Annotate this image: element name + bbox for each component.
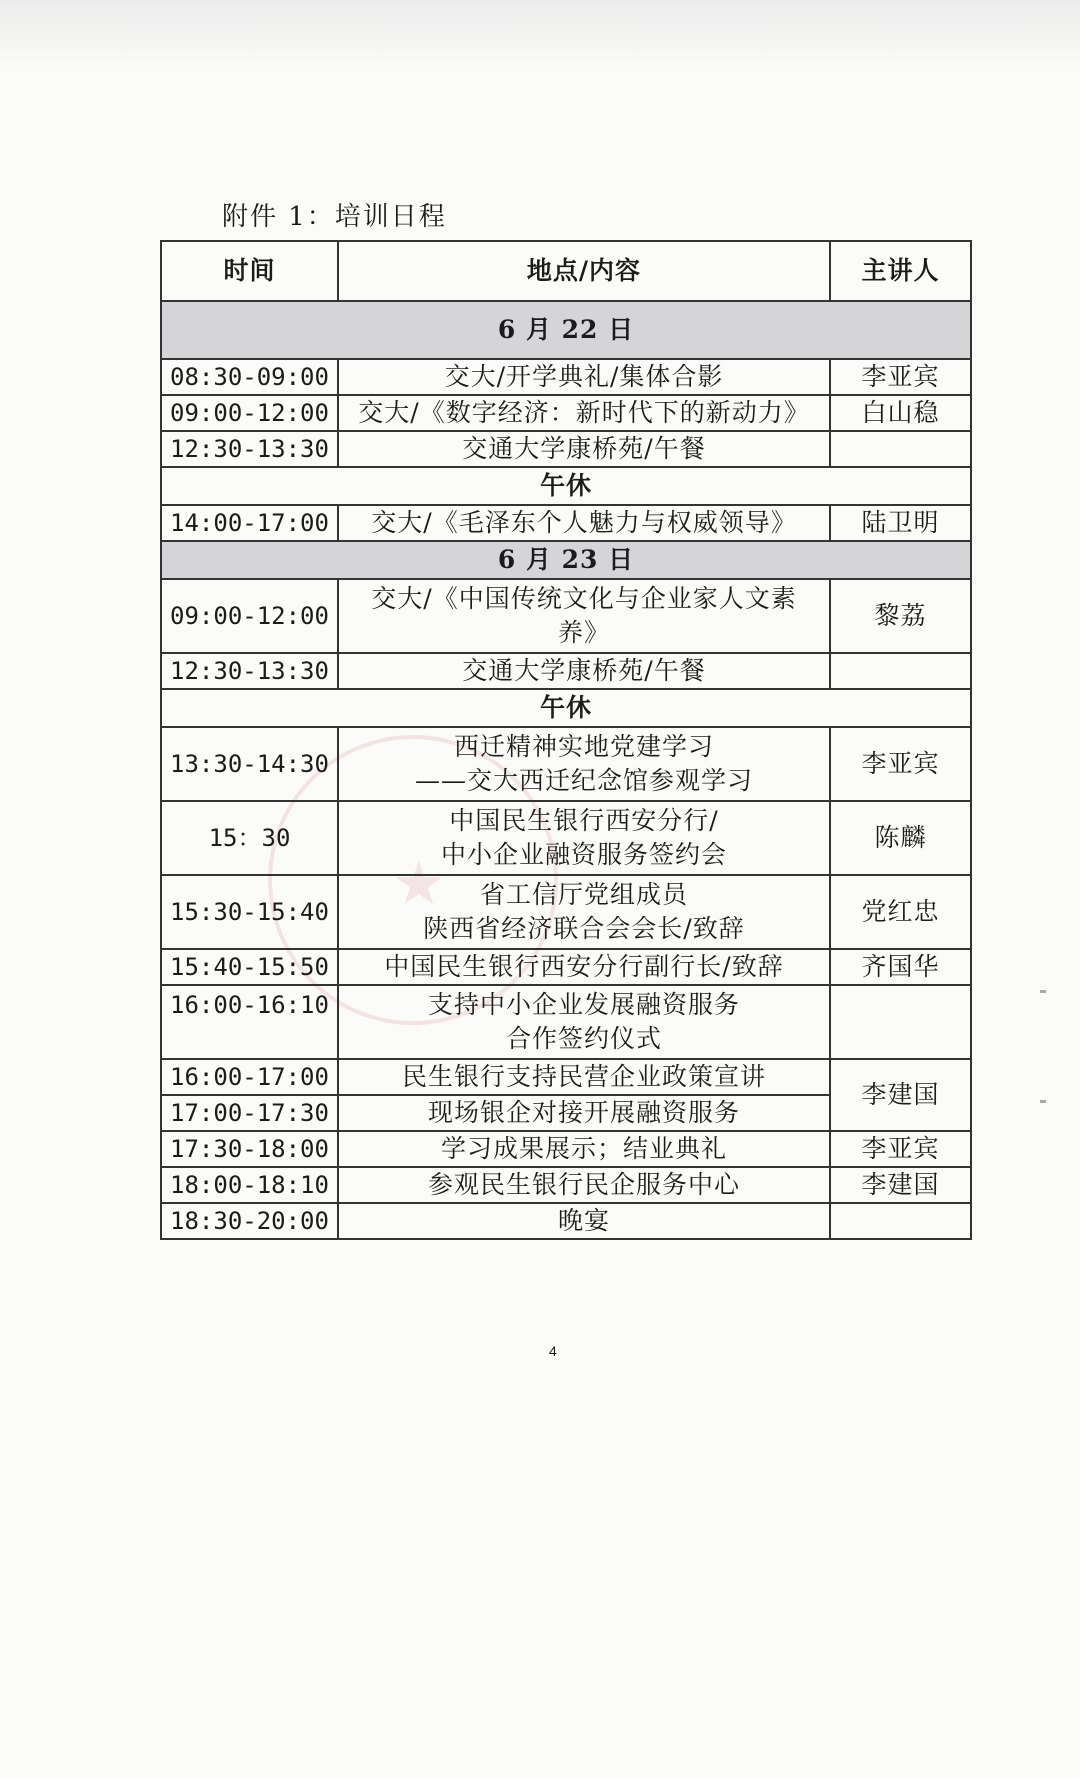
noon-break-label: 午休	[161, 689, 971, 727]
speaker-cell	[830, 985, 971, 1059]
table-row	[161, 505, 971, 541]
speaker-cell: 陈麟	[830, 801, 971, 875]
time-cell: 18:00-18:10	[161, 1167, 338, 1203]
content-cell: 民生银行支持民营企业政策宣讲	[338, 1059, 830, 1095]
speaker-cell: 李建国	[830, 1167, 971, 1203]
content-cell: 现场银企对接开展融资服务	[338, 1095, 830, 1131]
time-cell: 16:00-17:00	[161, 1059, 338, 1095]
speaker-cell: 齐国华	[830, 949, 971, 985]
training-schedule-table	[160, 240, 972, 1240]
time-cell: 12:30-13:30	[161, 653, 338, 689]
time-cell: 08:30-09:00	[161, 359, 338, 395]
content-cell: 中国民生银行西安分行副行长/致辞	[338, 949, 830, 985]
table-row	[161, 949, 971, 985]
content-line: 省工信厅党组成员	[479, 880, 688, 909]
content-line: 中国民生银行西安分行/	[449, 806, 719, 835]
table-row	[161, 1167, 971, 1203]
table-row	[161, 727, 971, 801]
content-cell	[338, 875, 830, 949]
content-cell	[338, 985, 830, 1059]
table-row	[161, 875, 971, 949]
content-cell	[338, 801, 830, 875]
table-row	[161, 801, 971, 875]
table-row	[161, 431, 971, 467]
table-row	[161, 579, 971, 653]
time-cell: 17:30-18:00	[161, 1131, 338, 1167]
time-cell: 13:30-14:30	[161, 727, 338, 801]
content-cell: 交大/《数字经济：新时代下的新动力》	[338, 395, 830, 431]
noon-break-row	[161, 467, 971, 505]
header-speaker: 主讲人	[830, 241, 971, 301]
content-cell: 参观民生银行民企服务中心	[338, 1167, 830, 1203]
time-cell: 17:00-17:30	[161, 1095, 338, 1131]
content-cell	[338, 579, 830, 653]
content-cell	[338, 727, 830, 801]
speaker-cell	[830, 431, 971, 467]
content-cell: 交通大学康桥苑/午餐	[338, 653, 830, 689]
speaker-cell: 李亚宾	[830, 359, 971, 395]
content-line: 中小企业融资服务签约会	[440, 840, 727, 869]
content-cell: 交大/开学典礼/集体合影	[338, 359, 830, 395]
table-row	[161, 359, 971, 395]
table-header-row	[161, 241, 971, 301]
table-row	[161, 1131, 971, 1167]
time-cell: 18:30-20:00	[161, 1203, 338, 1239]
table-row	[161, 1059, 971, 1095]
table-row	[161, 395, 971, 431]
time-cell: 09:00-12:00	[161, 395, 338, 431]
content-cell: 交通大学康桥苑/午餐	[338, 431, 830, 467]
speaker-cell: 李建国	[830, 1059, 971, 1131]
speaker-cell: 白山稳	[830, 395, 971, 431]
speaker-cell: 李亚宾	[830, 1131, 971, 1167]
date-row-day2	[161, 541, 971, 579]
speaker-cell: 黎荔	[830, 579, 971, 653]
time-cell: 09:00-12:00	[161, 579, 338, 653]
content-line: 交大/《中国传统文化与企业家人文素	[371, 584, 797, 613]
scan-mark	[1040, 1100, 1046, 1103]
content-cell: 晚宴	[338, 1203, 830, 1239]
date-label: 6 月 22 日	[161, 301, 971, 359]
time-cell: 15:40-15:50	[161, 949, 338, 985]
content-line: 西迁精神实地党建学习	[453, 732, 714, 761]
attachment-heading: 附件 1：培训日程	[222, 202, 447, 232]
content-line: 陕西省经济联合会会长/致辞	[423, 914, 745, 943]
header-time: 时间	[161, 241, 338, 301]
time-cell: 15:30-15:40	[161, 875, 338, 949]
time-cell: 16:00-16:10	[161, 985, 338, 1059]
content-cell: 交大/《毛泽东个人魅力与权威领导》	[338, 505, 830, 541]
date-label: 6 月 23 日	[161, 541, 971, 579]
header-content: 地点/内容	[338, 241, 830, 301]
time-cell: 12:30-13:30	[161, 431, 338, 467]
time-cell: 14:00-17:00	[161, 505, 338, 541]
time-cell: 15：30	[161, 801, 338, 875]
table-row	[161, 985, 971, 1059]
table-row	[161, 1203, 971, 1239]
content-line: 合作签约仪式	[505, 1024, 662, 1053]
content-cell: 学习成果展示；结业典礼	[338, 1131, 830, 1167]
content-line: ——交大西迁纪念馆参观学习	[414, 766, 753, 795]
date-row-day1	[161, 301, 971, 359]
noon-break-row	[161, 689, 971, 727]
speaker-cell	[830, 1203, 971, 1239]
star-icon: ★	[392, 849, 446, 919]
speaker-cell	[830, 653, 971, 689]
content-line: 支持中小企业发展融资服务	[427, 990, 740, 1019]
scan-mark	[1040, 990, 1046, 993]
speaker-cell: 李亚宾	[830, 727, 971, 801]
speaker-cell: 陆卫明	[830, 505, 971, 541]
noon-break-label: 午休	[161, 467, 971, 505]
page-number: 4	[549, 1343, 557, 1359]
speaker-cell: 党红忠	[830, 875, 971, 949]
table-row	[161, 653, 971, 689]
scan-shadow	[0, 0, 1080, 70]
content-line: 养》	[557, 618, 610, 647]
